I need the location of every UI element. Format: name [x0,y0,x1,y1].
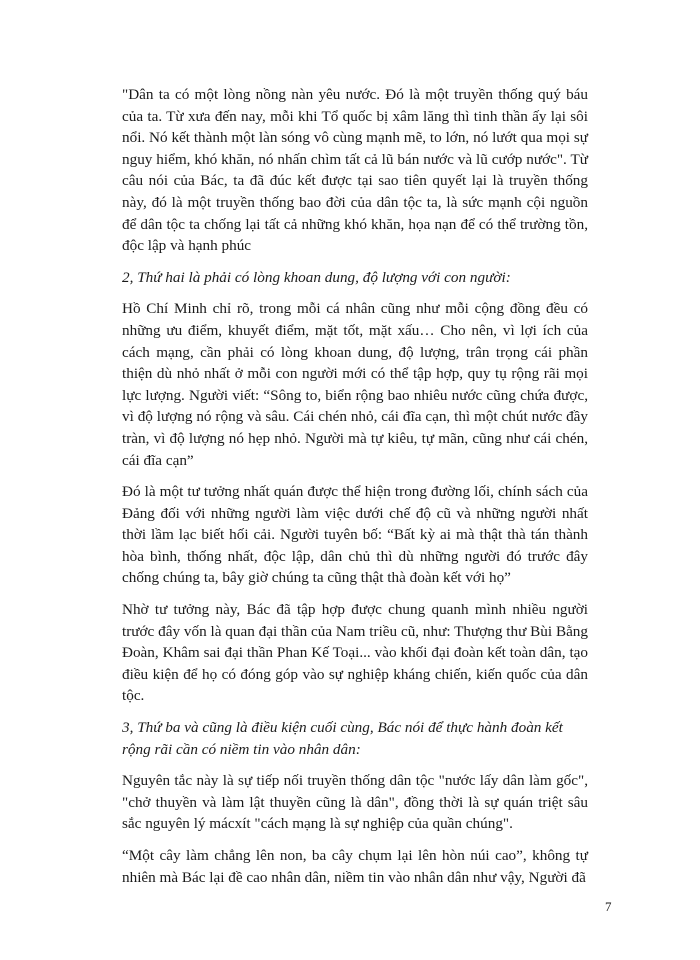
section-heading-2: 2, Thứ hai là phải có lòng khoan dung, độ lượng với con người: [122,268,511,286]
paragraph-party-policy: Đó là một tư tưởng nhất quán được thể hiện trong đường lối, chính sách của Đảng đối với những người làm việc dưới chế độ cũ và những người nhất thời lầm lạc biết hối cải. Người tuyên bố: “Bất kỳ ai mà thật thà tán thành hòa bình, thống nhất, độc lập, dân chủ thì dù những người đó trước đây chống chúng ta, bây giờ chúng ta cũng thật thà đoàn kết với họ” [122,483,588,587]
paragraph-quote-patriotism: "Dân ta có một lòng nồng nàn yêu nước. Đó là một truyền thống quý báu của ta. Từ xưa đến nay, mỗi khi Tổ quốc bị xâm lăng thì tinh thần ấy lại sôi nổi. Nó kết thành một làn sóng vô cùng mạnh mẽ, to lớn, nó lướt qua mọi sự nguy hiểm, khó khăn, nó nhấn chìm tất cả lũ bán nước và lũ cướp nước". Từ câu nói của Bác, ta đã đúc kết được tại sao tiên quyết lại là truyền thống này, đó là một truyền thống bao đời của dân tộc ta, là sức mạnh cội nguồn để dân tộc ta chống lại tất cả những khó khăn, họa nạn để có thể trường tồn, độc lập và hạnh phúc [122,86,588,255]
paragraph-tolerance: Hồ Chí Minh chỉ rõ, trong mỗi cá nhân cũng như mỗi cộng đồng đều có những ưu điểm, khuyết điểm, mặt tốt, mặt xấu… Cho nên, vì lợi ích của cách mạng, cần phải có lòng khoan dung, độ lượng, trân trọng cái phần thiện dù nhỏ nhất ở mỗi con người mới có thể tập hợp, quy tụ rộng rãi mọi lực lượng. Người viết: “Sông to, biển rộng bao nhiêu nước cũng chứa được, vì độ lượng nó rộng và sâu. Cái chén nhỏ, cái đĩa cạn, thì một chút nước đầy tràn, vì độ lượng nó hẹp nhỏ. Người mà tự kiêu, tự mãn, cũng như cái chén, cái đĩa cạn” [122,300,588,469]
paragraph-former-officials: Nhờ tư tưởng này, Bác đã tập hợp được chung quanh mình nhiều người trước đây vốn là quan đại thần của Nam triều cũ, như: Thượng thư Bùi Bằng Đoàn, Khâm sai đại thần Phan Kế Toại... vào khối đại đoàn kết toàn dân, tạo điều kiện để họ có đóng góp vào sự nghiệp kháng chiến, kiến quốc của dân tộc. [122,601,588,705]
page-number: 7 [605,899,612,914]
page-body [122,84,588,898]
section-heading-3: 3, Thứ ba và cũng là điều kiện cuối cùng, Bác nói để thực hành đoàn kết rộng rãi cần có niềm tin vào nhân dân: [122,719,563,758]
paragraph-principle: Nguyên tắc này là sự tiếp nối truyền thống dân tộc "nước lấy dân làm gốc", "chở thuyền và làm lật thuyền cũng là dân", đồng thời là sự quán triệt sâu sắc nguyên lý mácxít "cách mạng là sự nghiệp của quần chúng". [122,772,588,833]
paragraph-proverb: “Một cây làm chẳng lên non, ba cây chụm lại lên hòn núi cao”, không tự nhiên mà Bác lại đề cao nhân dân, niềm tin vào nhân dân như vậy, Người đã [122,847,588,886]
